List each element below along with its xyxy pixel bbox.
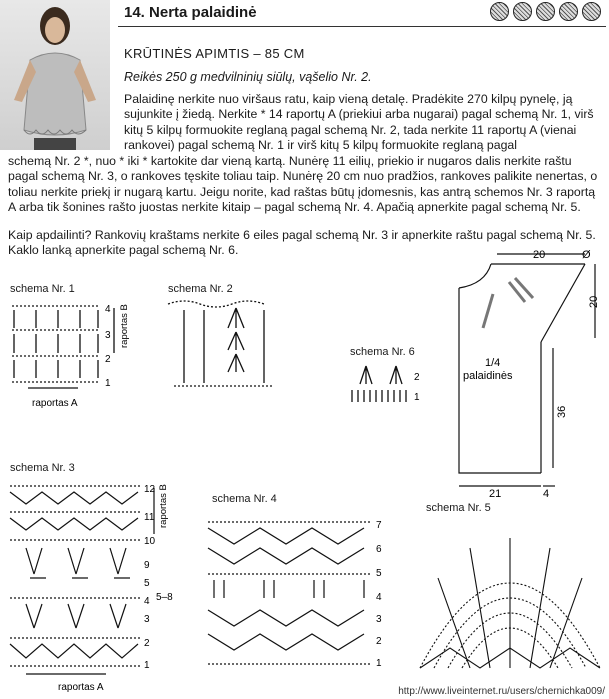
schema-6-row: 2 (414, 372, 420, 383)
schema-2-label: schema Nr. 2 (168, 283, 233, 295)
yarn-balls (490, 2, 601, 21)
schema-1-repeat-b: raportas B (119, 304, 130, 348)
model-photo (0, 0, 110, 150)
dim-bottom: 21 (489, 488, 502, 500)
schema-3-row: 1 (144, 660, 150, 671)
schema-3-row: 10 (144, 536, 156, 547)
schema-3-row: 3 (144, 614, 150, 625)
instructions-para-1: Palaidinę nerkite nuo viršaus ratu, kaip vieną detalę. Pradėkite 270 kilpų pynelę, ją sujunkite į žiedą. Nerkite * 14 raportų A (priekiui arba nugarai) pagal schemą Nr. 1, virš kitų 5 kilpų formuokite reglaną pagal schemą Nr. 2, tada nerkite 11 raportų A (vienai rankovei) pagal schemą Nr. 1 ir virš kitų 5 kilpų formuokite reglaną pagal (124, 92, 594, 153)
schema-4-chart (204, 514, 394, 694)
schema-3-range: 5–8 (156, 592, 173, 603)
schema-3-label: schema Nr. 3 (10, 462, 75, 474)
schema-1-row: 3 (105, 330, 111, 341)
dim-side: 36 (556, 405, 568, 418)
schema-6-label: schema Nr. 6 (350, 346, 415, 358)
page-title: 14. Nerta palaidinė (124, 4, 257, 21)
dim-bottom-right: 4 (543, 488, 550, 500)
model-photo-drawing (0, 0, 110, 150)
schema-1-row: 2 (105, 354, 111, 365)
materials: Reikės 250 g medvilninių siūlų, vąšelio Nr. 2. (124, 70, 372, 84)
schema-3-row: 12 (144, 484, 156, 495)
schema-3-row: 5 (144, 578, 150, 589)
source-url: http://www.liveinternet.ru/users/chernichka009/ (398, 686, 605, 697)
schema-5-chart (410, 518, 609, 683)
schema-4-row: 5 (376, 568, 382, 579)
schema-1-row: 1 (105, 378, 111, 389)
schema-2-chart (164, 298, 284, 393)
schema-3-row: 2 (144, 638, 150, 649)
dim-side-top: 20 (588, 295, 600, 308)
schema-3-repeat-a: raportas A (58, 682, 104, 693)
schema-6-row: 1 (414, 392, 420, 403)
schema-4-row: 6 (376, 544, 382, 555)
schema-1-chart (8, 298, 148, 418)
dim-top-right: Ø (582, 249, 591, 261)
schema-4-row: 7 (376, 520, 382, 531)
pattern-diagram (445, 248, 609, 503)
schema-4-row: 3 (376, 614, 382, 625)
yarn-ball-icon (536, 2, 555, 21)
schema-1-row: 4 (105, 304, 111, 315)
schema-1-repeat-a: raportas A (32, 398, 78, 409)
schema-4-row: 2 (376, 636, 382, 647)
schema-4-row: 4 (376, 592, 382, 603)
schema-3-row: 9 (144, 560, 150, 571)
schema-4-row: 1 (376, 658, 382, 669)
diagram-label-fraction: 1/4 (485, 357, 501, 369)
schema-3-row: 11 (144, 512, 155, 523)
yarn-ball-icon (490, 2, 509, 21)
schema-3-repeat-b: raportas B (158, 484, 169, 528)
schema-5-label: schema Nr. 5 (426, 502, 491, 514)
schema-3-chart (6, 478, 186, 693)
instructions-para-2: schemą Nr. 2 *, nuo * iki * kartokite dar vieną kartą. Nunėrę 11 eilių, priekio ir nugaros dalis nerkite raštu pagal schemą Nr. 3, o rankoves tęskite toliau taip. Nunėrę 20 cm nuo pradžios, rankoves palikite nenertas, o toliau nerkite priekį ir nugarą kartu. Jeigu norite, kad raštas būtų įdomesnis, kas antrą schemos Nr. 3 raportą A arba tik šonines rašto juostas nerkite kitaip – pagal schemą Nr. 4. Apačią apnerkite pagal schemą Nr. 5. (8, 154, 598, 215)
diagram-label-name: palaidinės (463, 370, 513, 382)
yarn-ball-icon (513, 2, 532, 21)
instructions-para-3: Kaip apdailinti? Rankovių kraštams nerkite 6 eiles pagal schemą Nr. 3 ir apnerkite raštu pagal schemą Nr. 5. Kaklo lanką apnerkite pagal schemą Nr. 6. (8, 228, 596, 258)
schema-4-label: schema Nr. 4 (212, 493, 277, 505)
yarn-ball-icon (559, 2, 578, 21)
yarn-ball-icon (582, 2, 601, 21)
schema-3-row: 4 (144, 596, 150, 607)
schema-1-label: schema Nr. 1 (10, 283, 75, 295)
dim-top: 20 (533, 249, 546, 261)
schema-6-chart (348, 360, 428, 405)
bust-size: KRŪTINĖS APIMTIS – 85 CM (124, 46, 305, 61)
